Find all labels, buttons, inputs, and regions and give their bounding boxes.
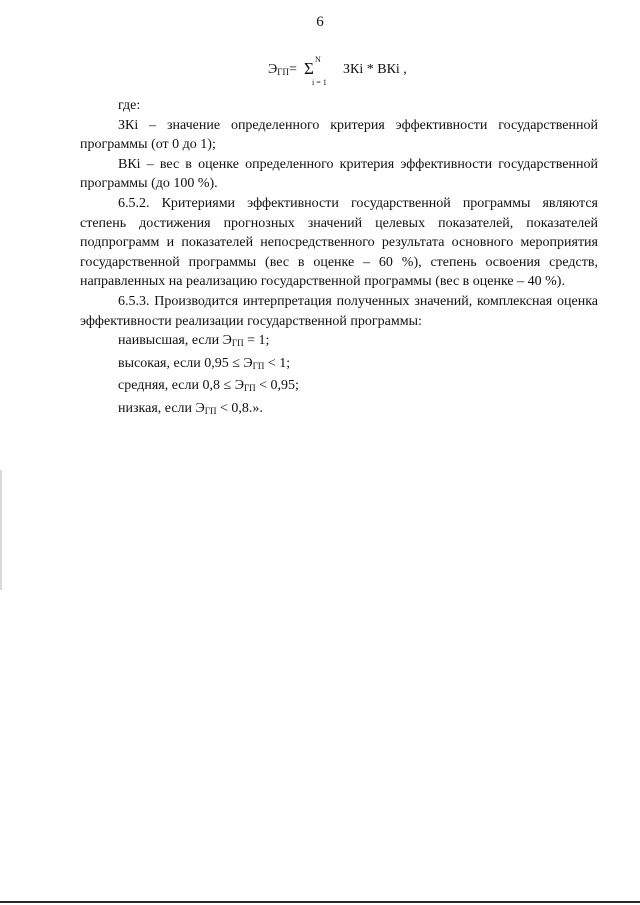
egp-symbol: Э [234, 378, 244, 394]
egp-symbol: Э [243, 355, 253, 371]
page-bottom-edge [0, 901, 640, 903]
level-highest-suffix: = 1; [243, 333, 270, 349]
level-high-prefix: высокая, если 0,95 ≤ [118, 355, 244, 371]
level-high [80, 354, 598, 377]
vki-definition: ВКi – вес в оценке определенного критерия эффективности государственной программы (до 100 %). [80, 156, 598, 192]
paragraph-6-5-2: 6.5.2. Критериями эффективности государственной программы являются степень достижения прогнозных значений целевых показателей, показателей подпрограмм и показателей непосредственного результата основного мероприятия государственной программы (вес в оценке – 60 %), степень освоения средств, направленных на реализацию государственной программы (вес в оценке – 40 %). [80, 195, 598, 290]
scan-edge-mark [0, 470, 2, 590]
egp-subscript: ГП [252, 360, 265, 371]
egp-symbol: Э [222, 333, 232, 349]
egp-subscript: ГП [204, 405, 217, 416]
where-label: где: [118, 98, 141, 113]
level-medium [80, 376, 598, 399]
level-low-prefix: низкая, если [118, 400, 196, 416]
level-low-suffix: < 0,8.». [216, 400, 263, 416]
level-highest [80, 331, 598, 354]
egp-subscript: ГП [231, 338, 244, 349]
level-medium-prefix: средняя, если 0,8 ≤ [118, 378, 235, 394]
formula-rhs: ЗКi * ВКi , [343, 62, 407, 77]
sum-upper-limit: N [315, 55, 321, 64]
formula-equals-sign: = [288, 62, 297, 77]
level-low [80, 399, 598, 422]
level-highest-prefix: наивысшая, если [118, 333, 223, 349]
level-medium-suffix: < 0,95; [255, 378, 299, 394]
sum-lower-limit: i = 1 [312, 78, 327, 87]
egp-symbol: Э [195, 400, 205, 416]
zki-definition: ЗКi – значение определенного критерия эффективности государственной программы (от 0 до 1); [80, 117, 598, 153]
paragraph-6-5-3: 6.5.3. Производится интерпретация полученных значений, комплексная оценка эффективности реализации государственной программы: [80, 293, 598, 329]
sum-symbol: Σ [304, 59, 314, 78]
page-number: 6 [316, 14, 324, 30]
formula-lhs-subscript: ГП [277, 67, 289, 77]
formula-lhs [268, 62, 297, 78]
level-high-suffix: < 1; [264, 355, 291, 371]
formula-lhs-symbol: Э [268, 62, 278, 77]
efficiency-formula [0, 55, 640, 89]
egp-subscript: ГП [243, 383, 256, 394]
document-body [80, 96, 598, 422]
